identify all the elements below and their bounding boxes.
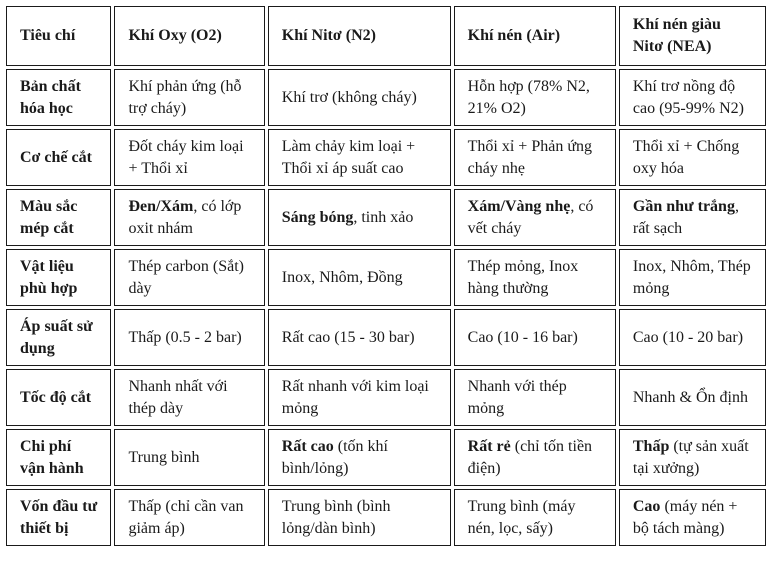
table-row [6, 129, 766, 186]
cell-text: Rất nhanh với kim loại mỏng [281, 377, 429, 417]
criterion-cell: Áp suất sử dụng [6, 309, 111, 366]
cell-text: Trung bình [128, 448, 200, 466]
cell-text: Hỗn hợp (78% N2, 21% O2) [467, 77, 590, 117]
value-cell [114, 69, 264, 126]
cell-text: (tự sản xuất tại xưởng) [632, 437, 749, 477]
cell-text: Thép carbon (Sắt) dày [128, 257, 244, 297]
value-cell [268, 249, 451, 306]
criterion-cell: Vốn đầu tư thiết bị [6, 489, 111, 546]
table-row [6, 249, 766, 306]
header-air: Khí nén (Air) [454, 6, 616, 66]
value-cell [454, 369, 616, 426]
cell-text: Khí trơ nồng độ cao (95-99% N2) [632, 77, 744, 117]
table-row [6, 369, 766, 426]
value-cell [619, 189, 766, 246]
cell-text: Làm chảy kim loại + Thổi xỉ áp suất cao [281, 137, 416, 177]
value-cell [268, 429, 451, 486]
cell-text: (tốn khí bình/lỏng) [281, 437, 388, 477]
header-nitrogen: Khí Nitơ (N2) [268, 6, 451, 66]
table-row [6, 69, 766, 126]
value-cell [268, 129, 451, 186]
value-cell [619, 309, 766, 366]
criterion-cell: Tốc độ cắt [6, 369, 111, 426]
table-row [6, 189, 766, 246]
criterion-cell: Vật liệu phù hợp [6, 249, 111, 306]
cell-text: Inox, Nhôm, Thép mỏng [632, 257, 751, 297]
value-cell [114, 129, 264, 186]
value-cell [619, 129, 766, 186]
value-cell [268, 489, 451, 546]
cell-text: Đốt cháy kim loại + Thổi xỉ [128, 137, 244, 177]
emphasis-text: Thấp [632, 437, 670, 455]
emphasis-text: Sáng bóng [281, 208, 354, 226]
emphasis-text: Xám/Vàng nhẹ [467, 197, 571, 215]
value-cell [268, 369, 451, 426]
value-cell [454, 309, 616, 366]
table-row [6, 429, 766, 486]
cell-text: , có lớp oxit nhám [128, 197, 242, 237]
emphasis-text: Đen/Xám [128, 197, 194, 215]
emphasis-text: Rất cao [281, 437, 334, 455]
value-cell [114, 309, 264, 366]
criterion-cell: Bản chất hóa học [6, 69, 111, 126]
value-cell [454, 429, 616, 486]
value-cell [454, 129, 616, 186]
value-cell [619, 369, 766, 426]
cell-text: Nhanh với thép mỏng [467, 377, 567, 417]
cell-text: Trung bình (máy nén, lọc, sấy) [467, 497, 576, 537]
value-cell [114, 429, 264, 486]
criterion-cell: Cơ chế cắt [6, 129, 111, 186]
criterion-cell: Chi phí vận hành [6, 429, 111, 486]
cell-text: Inox, Nhôm, Đồng [281, 268, 403, 286]
cell-text: Cao (10 - 20 bar) [632, 328, 744, 346]
cell-text: Nhanh & Ổn định [632, 388, 748, 406]
emphasis-text: Rất rẻ [467, 437, 511, 455]
value-cell [268, 69, 451, 126]
cell-text: Thổi xỉ + Chống oxy hóa [632, 137, 740, 177]
value-cell [454, 189, 616, 246]
value-cell [619, 489, 766, 546]
cell-text: Nhanh nhất với thép dày [128, 377, 228, 417]
value-cell [114, 249, 264, 306]
value-cell [454, 69, 616, 126]
value-cell [114, 369, 264, 426]
value-cell [114, 489, 264, 546]
criterion-cell: Màu sắc mép cắt [6, 189, 111, 246]
value-cell [619, 69, 766, 126]
header-nea: Khí nén giàu Nitơ (NEA) [619, 6, 766, 66]
cell-text: Cao (10 - 16 bar) [467, 328, 578, 346]
cell-text: Khí phản ứng (hỗ trợ cháy) [128, 77, 242, 117]
cell-text: Thấp (0.5 - 2 bar) [128, 328, 242, 346]
cell-text: Thép mỏng, Inox hàng thường [467, 257, 579, 297]
table-row [6, 309, 766, 366]
cell-text: (máy nén + bộ tách màng) [632, 497, 738, 537]
cell-text: Trung bình (bình lỏng/dàn bình) [281, 497, 391, 537]
cell-text: , rất sạch [632, 197, 739, 237]
emphasis-text: Cao [632, 497, 661, 515]
cell-text: (chỉ tốn tiền điện) [467, 437, 593, 477]
cell-text: , có vết cháy [467, 197, 594, 237]
value-cell [619, 249, 766, 306]
cell-text: Khí trơ (không cháy) [281, 88, 417, 106]
table-row [6, 489, 766, 546]
value-cell [114, 189, 264, 246]
value-cell [268, 189, 451, 246]
cell-text: , tinh xảo [353, 208, 414, 226]
cell-text: Thổi xỉ + Phản ứng cháy nhẹ [467, 137, 592, 177]
emphasis-text: Gần như trắng [632, 197, 735, 215]
value-cell [454, 489, 616, 546]
gas-comparison-table [3, 3, 769, 549]
header-row [6, 6, 766, 66]
value-cell [268, 309, 451, 366]
value-cell [619, 429, 766, 486]
value-cell [454, 249, 616, 306]
header-oxygen: Khí Oxy (O2) [114, 6, 264, 66]
header-criterion: Tiêu chí [6, 6, 111, 66]
cell-text: Rất cao (15 - 30 bar) [281, 328, 415, 346]
cell-text: Thấp (chỉ cần van giảm áp) [128, 497, 244, 537]
